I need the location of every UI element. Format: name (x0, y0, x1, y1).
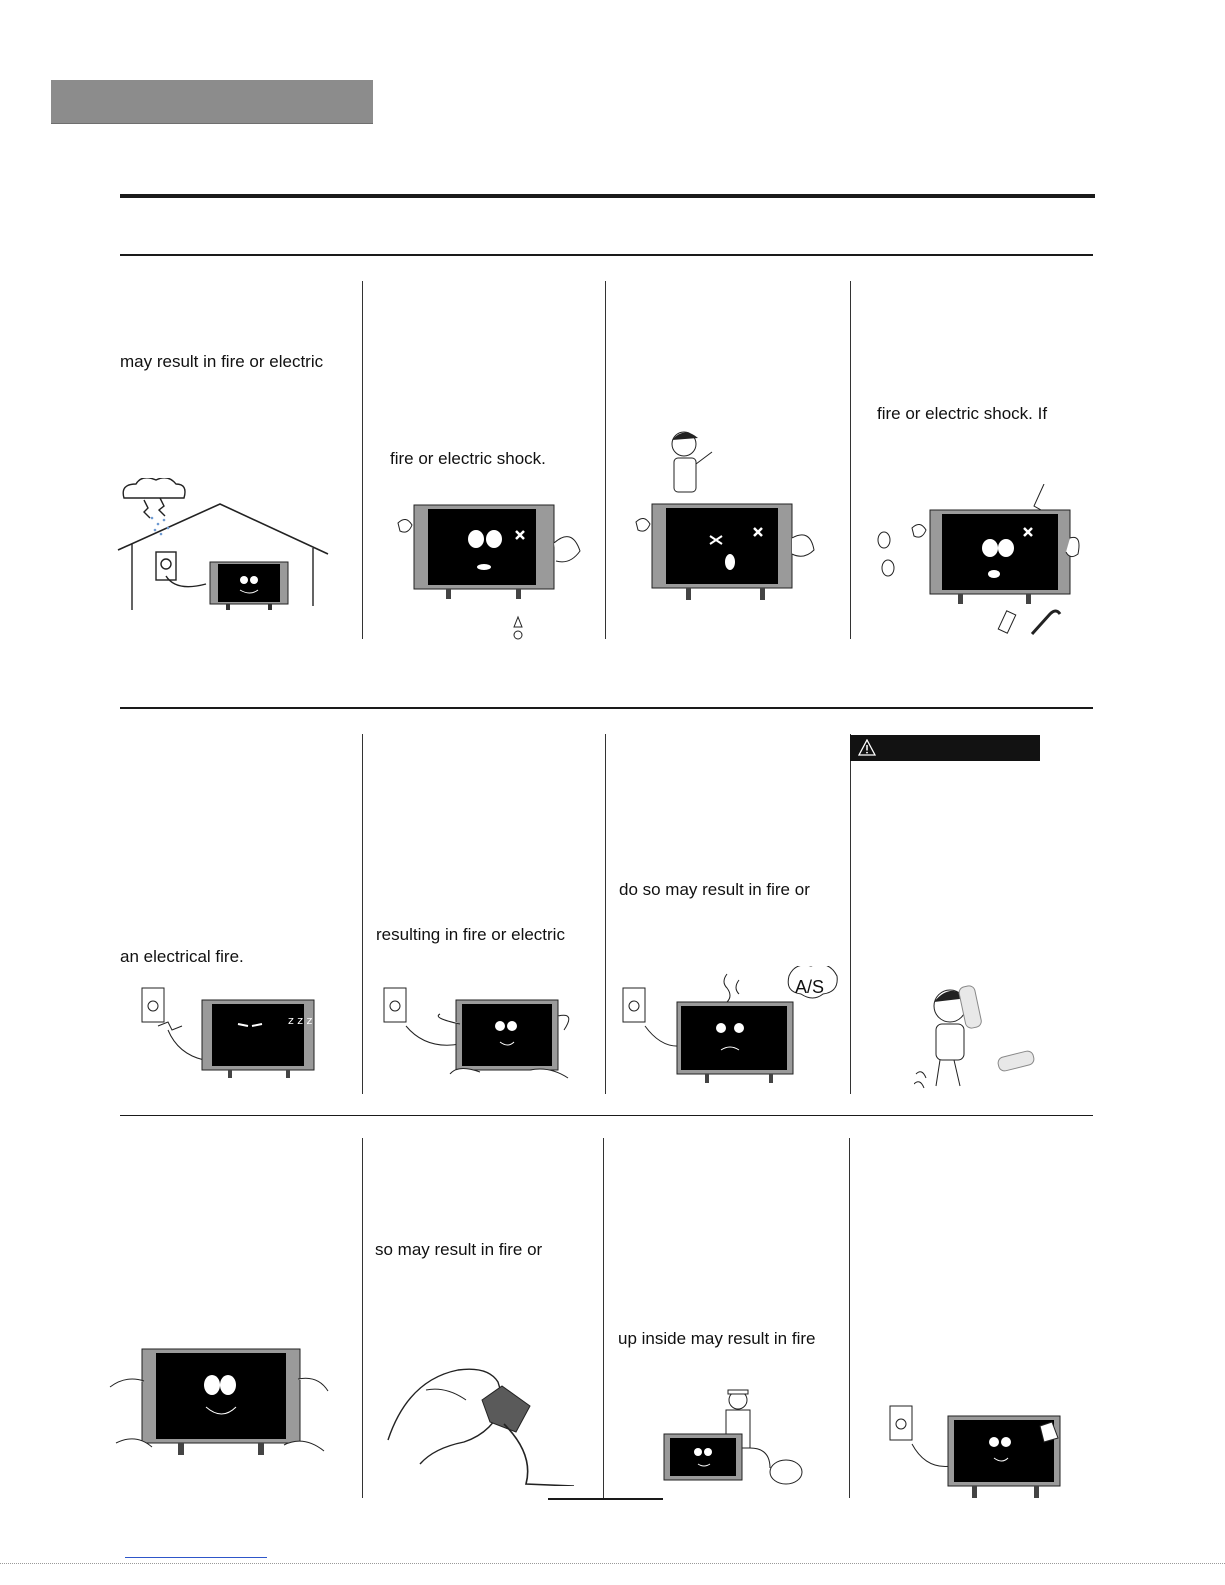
caption-r1c4: fire or electric shock. If (877, 404, 1048, 423)
tv-repair-illustration (396, 503, 581, 643)
child-battery-illustration (914, 984, 1064, 1094)
child-on-tv-illustration (632, 428, 817, 606)
lightning-house-illustration (108, 478, 333, 613)
as-bubble-label: A/S (795, 977, 825, 997)
bottom-link-underline (125, 1557, 267, 1558)
divider (850, 734, 851, 1094)
sleeping-tv-illustration (138, 986, 326, 1080)
footer-rule (548, 1498, 663, 1500)
caption-r3c3: up inside may result in fire (618, 1329, 816, 1348)
caution-badge (850, 735, 1040, 761)
divider (849, 1138, 850, 1498)
tv-moving-illustration (380, 986, 575, 1082)
tv-tools-illustration (872, 484, 1082, 642)
wet-hand-plug-illustration (386, 1360, 581, 1486)
caption-r2c1: an electrical fire. (120, 947, 244, 966)
caption-r2c2: resulting in fire or electric (376, 925, 565, 944)
caption-r2c3: do so may result in fire or (619, 880, 810, 899)
caption-r1c1: may result in fire or electric (120, 352, 324, 371)
title-rule (120, 194, 1095, 198)
divider (605, 281, 606, 639)
page-edge-dotted-line (0, 1563, 1225, 1564)
row-2-rule (120, 707, 1093, 709)
caption-r3c2: so may result in fire or (375, 1240, 543, 1259)
row-1-rule (120, 254, 1093, 256)
divider (362, 1138, 363, 1498)
tv-carried-illustration (108, 1345, 333, 1461)
divider (605, 734, 606, 1094)
divider (362, 281, 363, 639)
divider (362, 734, 363, 1094)
row-3-rule (120, 1115, 1093, 1116)
caption-r1c2: fire or electric shock. (390, 449, 546, 468)
sleep-z-label: z z z (288, 1014, 313, 1027)
smoking-tv-illustration (621, 966, 839, 1086)
tv-wiping-illustration (888, 1404, 1068, 1500)
section-header-bar (51, 80, 373, 124)
divider (850, 281, 851, 639)
warning-triangle-icon (858, 739, 876, 756)
technician-cleaning-illustration (662, 1388, 807, 1488)
divider (603, 1138, 604, 1498)
